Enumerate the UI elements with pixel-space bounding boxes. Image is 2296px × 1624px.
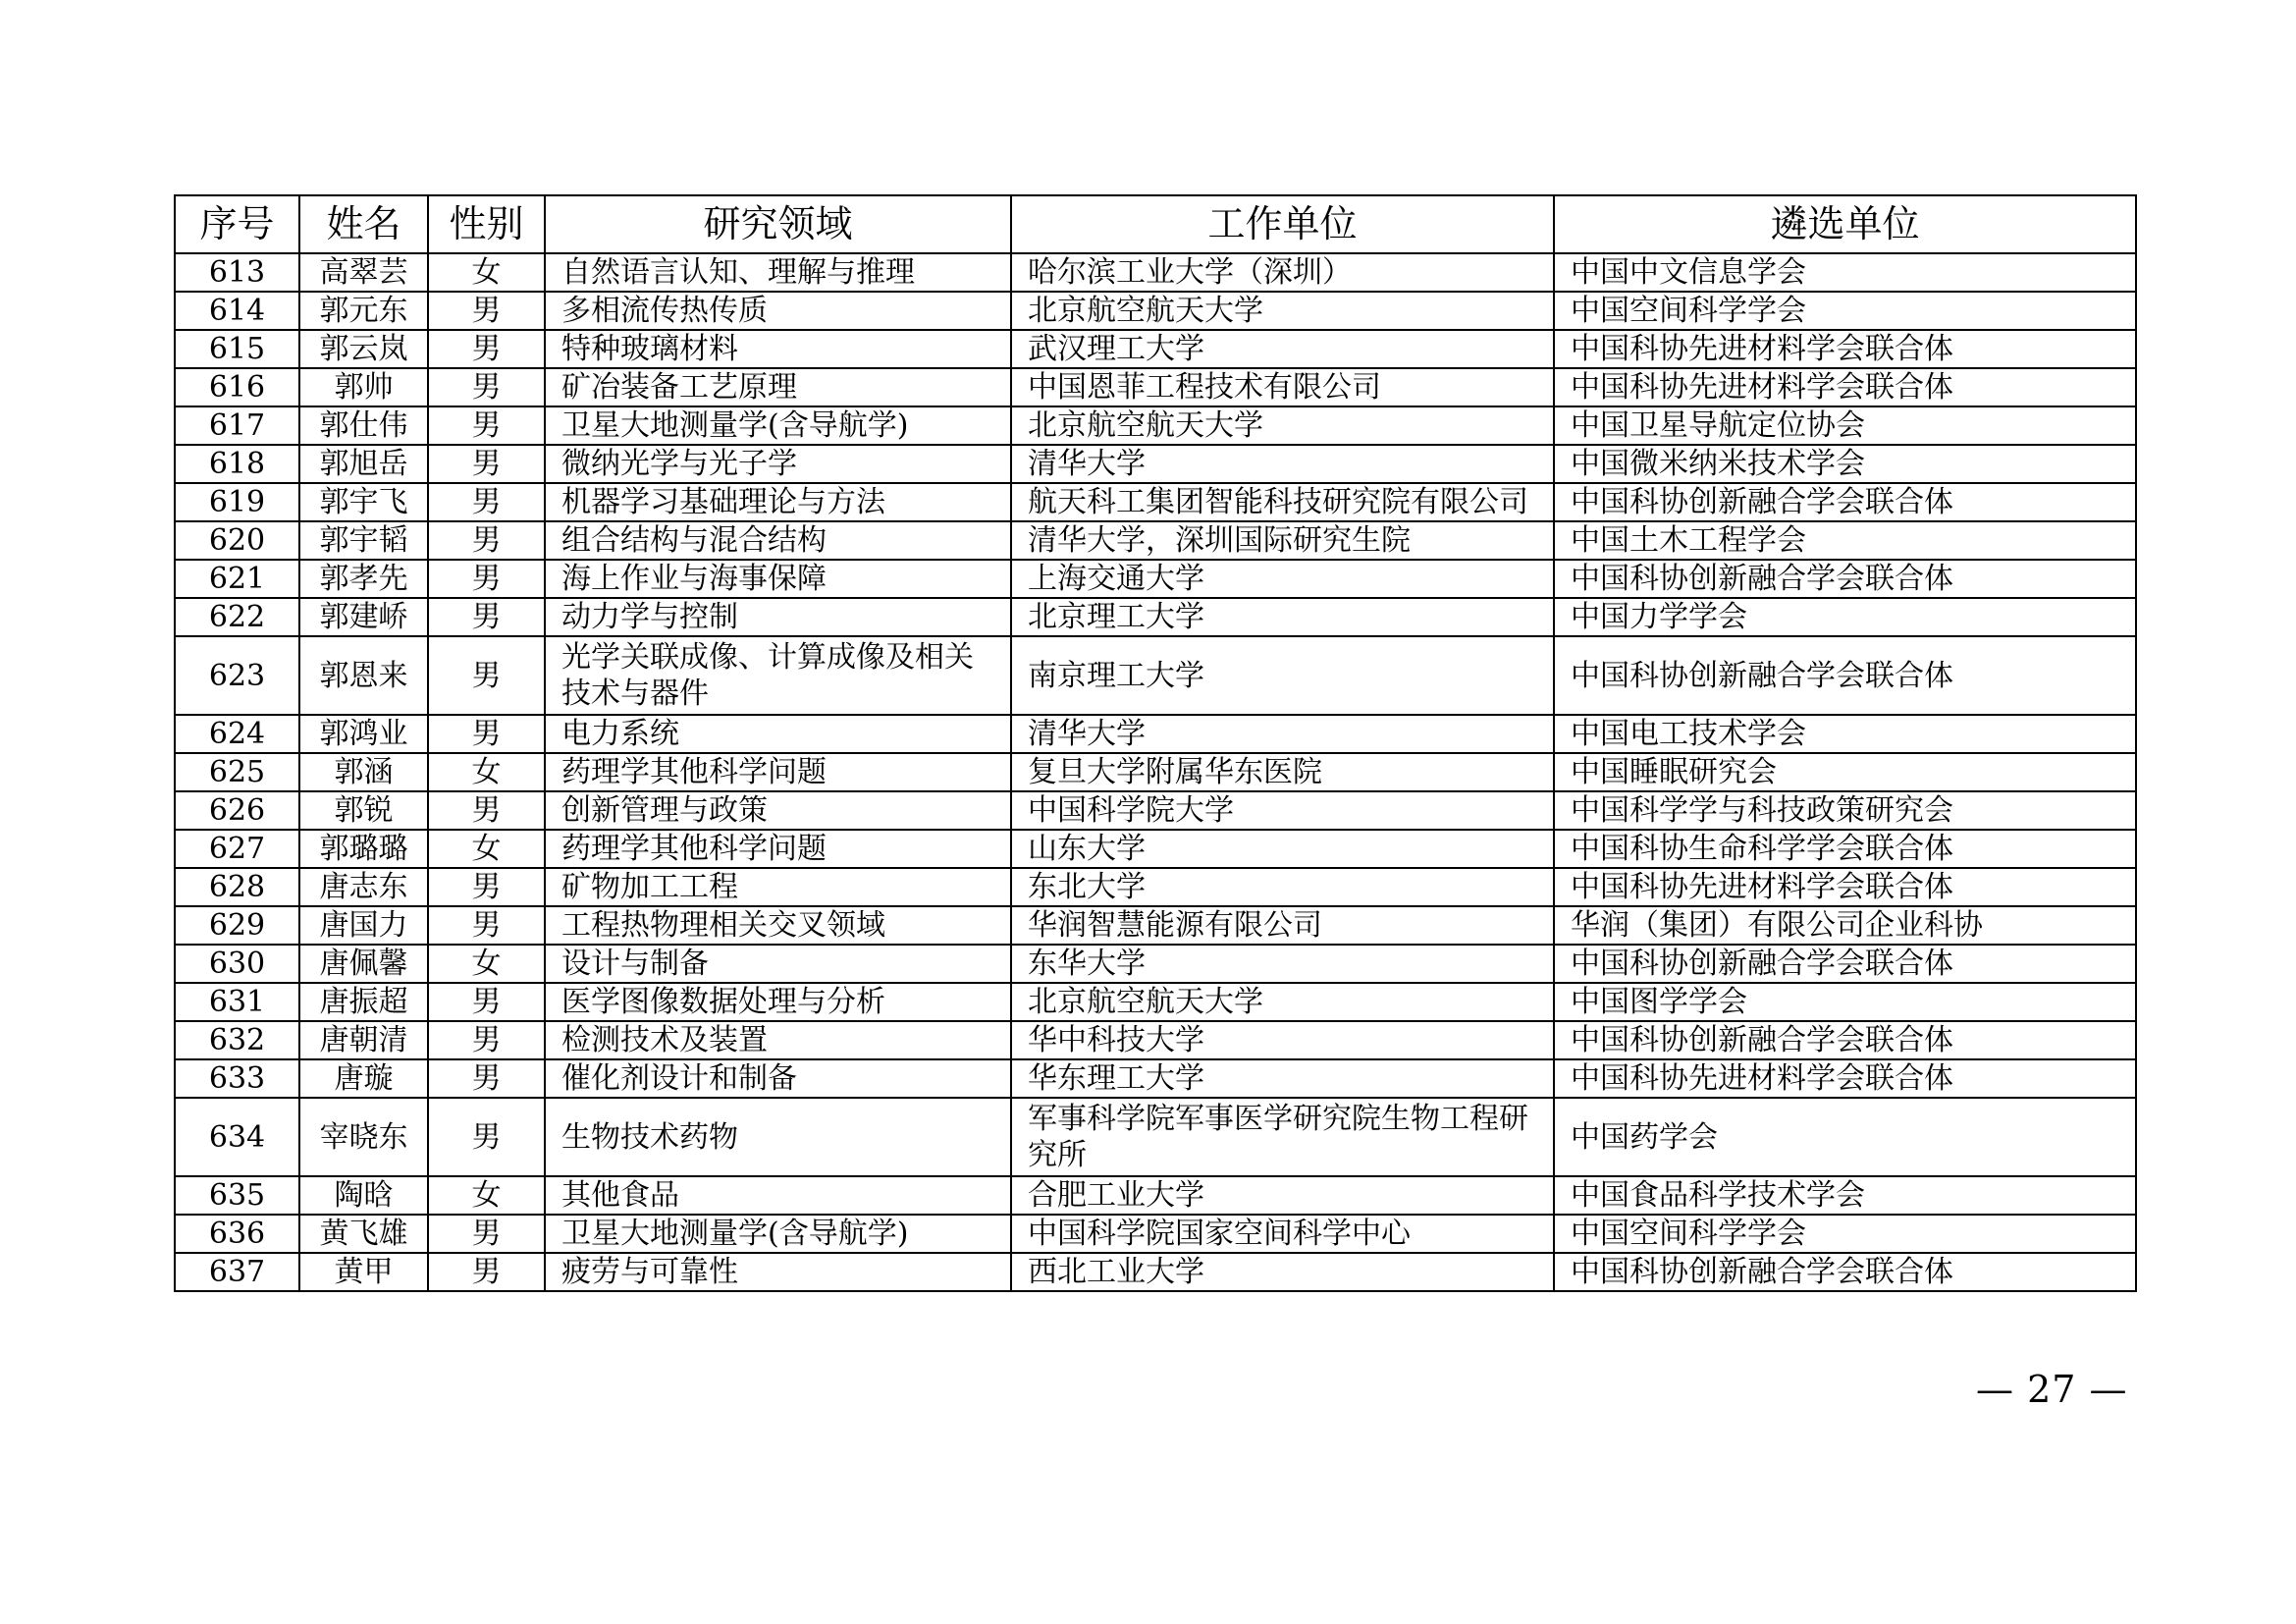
cell-selecting-unit: 中国科协创新融合学会联合体 xyxy=(1554,560,2136,598)
cell-work-unit: 武汉理工大学 xyxy=(1011,330,1554,368)
cell-index: 613 xyxy=(175,253,299,292)
cell-selecting-unit: 中国空间科学学会 xyxy=(1554,292,2136,330)
cell-selecting-unit: 中国土木工程学会 xyxy=(1554,521,2136,560)
cell-work-unit: 中国科学院国家空间科学中心 xyxy=(1011,1215,1554,1253)
cell-gender: 男 xyxy=(428,791,545,830)
table-row xyxy=(175,368,2136,406)
table-row xyxy=(175,292,2136,330)
header-selecting-unit: 遴选单位 xyxy=(1554,195,2136,253)
cell-research-field: 检测技术及装置 xyxy=(545,1021,1011,1059)
cell-research-field: 机器学习基础理论与方法 xyxy=(545,483,1011,521)
cell-work-unit: 华中科技大学 xyxy=(1011,1021,1554,1059)
cell-work-unit: 北京航空航天大学 xyxy=(1011,983,1554,1021)
cell-research-field: 矿冶装备工艺原理 xyxy=(545,368,1011,406)
cell-research-field: 光学关联成像、计算成像及相关技术与器件 xyxy=(545,636,1011,715)
cell-index: 621 xyxy=(175,560,299,598)
cell-index: 623 xyxy=(175,636,299,715)
cell-research-field: 电力系统 xyxy=(545,715,1011,753)
cell-gender: 男 xyxy=(428,445,545,483)
table-row xyxy=(175,483,2136,521)
cell-research-field: 组合结构与混合结构 xyxy=(545,521,1011,560)
cell-name: 唐振超 xyxy=(299,983,428,1021)
cell-gender: 男 xyxy=(428,368,545,406)
header-gender: 性别 xyxy=(428,195,545,253)
cell-selecting-unit: 中国图学学会 xyxy=(1554,983,2136,1021)
cell-index: 620 xyxy=(175,521,299,560)
cell-gender: 男 xyxy=(428,1098,545,1176)
table-row xyxy=(175,636,2136,715)
table-row xyxy=(175,1253,2136,1291)
cell-selecting-unit: 中国卫星导航定位协会 xyxy=(1554,406,2136,445)
cell-gender: 男 xyxy=(428,983,545,1021)
cell-name: 唐璇 xyxy=(299,1059,428,1098)
cell-gender: 男 xyxy=(428,1059,545,1098)
cell-selecting-unit: 中国药学会 xyxy=(1554,1098,2136,1176)
cell-index: 622 xyxy=(175,598,299,636)
cell-research-field: 微纳光学与光子学 xyxy=(545,445,1011,483)
table-row xyxy=(175,598,2136,636)
cell-research-field: 矿物加工工程 xyxy=(545,868,1011,906)
cell-selecting-unit: 中国睡眠研究会 xyxy=(1554,753,2136,791)
table-row xyxy=(175,406,2136,445)
cell-gender: 男 xyxy=(428,1021,545,1059)
cell-selecting-unit: 中国科协先进材料学会联合体 xyxy=(1554,868,2136,906)
cell-index: 624 xyxy=(175,715,299,753)
cell-selecting-unit: 华润（集团）有限公司企业科协 xyxy=(1554,906,2136,945)
cell-work-unit: 清华大学，深圳国际研究生院 xyxy=(1011,521,1554,560)
cell-selecting-unit: 中国食品科学技术学会 xyxy=(1554,1176,2136,1215)
cell-gender: 女 xyxy=(428,253,545,292)
cell-research-field: 特种玻璃材料 xyxy=(545,330,1011,368)
cell-research-field: 创新管理与政策 xyxy=(545,791,1011,830)
cell-work-unit: 中国恩菲工程技术有限公司 xyxy=(1011,368,1554,406)
table-row xyxy=(175,983,2136,1021)
cell-index: 628 xyxy=(175,868,299,906)
cell-work-unit: 中国科学院大学 xyxy=(1011,791,1554,830)
cell-name: 郭恩来 xyxy=(299,636,428,715)
table-header-row xyxy=(175,195,2136,253)
table-row xyxy=(175,906,2136,945)
cell-research-field: 药理学其他科学问题 xyxy=(545,830,1011,868)
cell-index: 618 xyxy=(175,445,299,483)
cell-selecting-unit: 中国科协创新融合学会联合体 xyxy=(1554,483,2136,521)
cell-gender: 女 xyxy=(428,945,545,983)
cell-name: 郭云岚 xyxy=(299,330,428,368)
cell-index: 619 xyxy=(175,483,299,521)
cell-research-field: 工程热物理相关交叉领域 xyxy=(545,906,1011,945)
cell-index: 634 xyxy=(175,1098,299,1176)
table-row xyxy=(175,1098,2136,1176)
table-row xyxy=(175,560,2136,598)
cell-research-field: 设计与制备 xyxy=(545,945,1011,983)
cell-work-unit: 北京理工大学 xyxy=(1011,598,1554,636)
cell-research-field: 药理学其他科学问题 xyxy=(545,753,1011,791)
cell-name: 郭鸿业 xyxy=(299,715,428,753)
cell-work-unit: 华润智慧能源有限公司 xyxy=(1011,906,1554,945)
cell-work-unit: 西北工业大学 xyxy=(1011,1253,1554,1291)
cell-index: 629 xyxy=(175,906,299,945)
cell-gender: 女 xyxy=(428,753,545,791)
cell-research-field: 海上作业与海事保障 xyxy=(545,560,1011,598)
cell-gender: 男 xyxy=(428,636,545,715)
cell-selecting-unit: 中国科学学与科技政策研究会 xyxy=(1554,791,2136,830)
cell-index: 630 xyxy=(175,945,299,983)
table-body xyxy=(175,253,2136,1291)
cell-work-unit: 上海交通大学 xyxy=(1011,560,1554,598)
cell-research-field: 催化剂设计和制备 xyxy=(545,1059,1011,1098)
table-row xyxy=(175,1176,2136,1215)
cell-work-unit: 清华大学 xyxy=(1011,715,1554,753)
cell-index: 635 xyxy=(175,1176,299,1215)
cell-name: 郭元东 xyxy=(299,292,428,330)
cell-selecting-unit: 中国科协先进材料学会联合体 xyxy=(1554,368,2136,406)
cell-research-field: 自然语言认知、理解与推理 xyxy=(545,253,1011,292)
cell-work-unit: 清华大学 xyxy=(1011,445,1554,483)
cell-selecting-unit: 中国科协先进材料学会联合体 xyxy=(1554,1059,2136,1098)
table-row xyxy=(175,715,2136,753)
cell-gender: 男 xyxy=(428,521,545,560)
cell-research-field: 其他食品 xyxy=(545,1176,1011,1215)
table-row xyxy=(175,945,2136,983)
cell-gender: 男 xyxy=(428,330,545,368)
cell-work-unit: 合肥工业大学 xyxy=(1011,1176,1554,1215)
header-work-unit: 工作单位 xyxy=(1011,195,1554,253)
table-row xyxy=(175,830,2136,868)
cell-index: 614 xyxy=(175,292,299,330)
table-row xyxy=(175,1059,2136,1098)
cell-index: 632 xyxy=(175,1021,299,1059)
cell-selecting-unit: 中国电工技术学会 xyxy=(1554,715,2136,753)
cell-research-field: 疲劳与可靠性 xyxy=(545,1253,1011,1291)
cell-name: 陶晗 xyxy=(299,1176,428,1215)
cell-index: 637 xyxy=(175,1253,299,1291)
cell-name: 唐国力 xyxy=(299,906,428,945)
cell-work-unit: 哈尔滨工业大学（深圳） xyxy=(1011,253,1554,292)
cell-selecting-unit: 中国科协创新融合学会联合体 xyxy=(1554,1253,2136,1291)
nominee-table xyxy=(174,194,2137,1292)
cell-research-field: 动力学与控制 xyxy=(545,598,1011,636)
cell-index: 615 xyxy=(175,330,299,368)
cell-work-unit: 东华大学 xyxy=(1011,945,1554,983)
cell-gender: 男 xyxy=(428,868,545,906)
cell-name: 郭璐璐 xyxy=(299,830,428,868)
page-number: — 27 — xyxy=(1976,1368,2128,1411)
cell-name: 唐朝清 xyxy=(299,1021,428,1059)
cell-index: 631 xyxy=(175,983,299,1021)
cell-gender: 男 xyxy=(428,715,545,753)
cell-gender: 男 xyxy=(428,598,545,636)
table-row xyxy=(175,1021,2136,1059)
cell-gender: 女 xyxy=(428,830,545,868)
cell-index: 633 xyxy=(175,1059,299,1098)
cell-work-unit: 东北大学 xyxy=(1011,868,1554,906)
cell-selecting-unit: 中国中文信息学会 xyxy=(1554,253,2136,292)
cell-gender: 男 xyxy=(428,292,545,330)
cell-research-field: 生物技术药物 xyxy=(545,1098,1011,1176)
cell-name: 黄甲 xyxy=(299,1253,428,1291)
header-research-field: 研究领域 xyxy=(545,195,1011,253)
cell-work-unit: 复旦大学附属华东医院 xyxy=(1011,753,1554,791)
cell-index: 627 xyxy=(175,830,299,868)
cell-name: 郭旭岳 xyxy=(299,445,428,483)
cell-gender: 男 xyxy=(428,906,545,945)
table-row xyxy=(175,330,2136,368)
cell-gender: 男 xyxy=(428,406,545,445)
cell-selecting-unit: 中国科协创新融合学会联合体 xyxy=(1554,945,2136,983)
table-row xyxy=(175,253,2136,292)
cell-index: 626 xyxy=(175,791,299,830)
cell-name: 黄飞雄 xyxy=(299,1215,428,1253)
cell-name: 宰晓东 xyxy=(299,1098,428,1176)
cell-name: 郭宇飞 xyxy=(299,483,428,521)
cell-index: 636 xyxy=(175,1215,299,1253)
cell-index: 616 xyxy=(175,368,299,406)
cell-name: 唐佩馨 xyxy=(299,945,428,983)
cell-name: 郭建峤 xyxy=(299,598,428,636)
table-row xyxy=(175,868,2136,906)
cell-name: 郭仕伟 xyxy=(299,406,428,445)
cell-work-unit: 北京航空航天大学 xyxy=(1011,406,1554,445)
cell-selecting-unit: 中国力学学会 xyxy=(1554,598,2136,636)
table-row xyxy=(175,791,2136,830)
cell-gender: 男 xyxy=(428,1253,545,1291)
cell-selecting-unit: 中国科协生命科学学会联合体 xyxy=(1554,830,2136,868)
cell-name: 郭锐 xyxy=(299,791,428,830)
cell-work-unit: 军事科学院军事医学研究院生物工程研究所 xyxy=(1011,1098,1554,1176)
cell-name: 郭孝先 xyxy=(299,560,428,598)
cell-research-field: 多相流传热传质 xyxy=(545,292,1011,330)
cell-selecting-unit: 中国科协先进材料学会联合体 xyxy=(1554,330,2136,368)
cell-selecting-unit: 中国微米纳米技术学会 xyxy=(1554,445,2136,483)
cell-index: 617 xyxy=(175,406,299,445)
cell-name: 高翠芸 xyxy=(299,253,428,292)
table-row xyxy=(175,521,2136,560)
cell-gender: 男 xyxy=(428,483,545,521)
table-row xyxy=(175,1215,2136,1253)
cell-work-unit: 航天科工集团智能科技研究院有限公司 xyxy=(1011,483,1554,521)
nominee-table-container xyxy=(174,194,2135,1292)
cell-name: 郭帅 xyxy=(299,368,428,406)
cell-work-unit: 南京理工大学 xyxy=(1011,636,1554,715)
table-row xyxy=(175,753,2136,791)
cell-name: 唐志东 xyxy=(299,868,428,906)
cell-index: 625 xyxy=(175,753,299,791)
cell-research-field: 卫星大地测量学(含导航学) xyxy=(545,1215,1011,1253)
cell-work-unit: 华东理工大学 xyxy=(1011,1059,1554,1098)
cell-research-field: 卫星大地测量学(含导航学) xyxy=(545,406,1011,445)
cell-selecting-unit: 中国空间科学学会 xyxy=(1554,1215,2136,1253)
cell-gender: 女 xyxy=(428,1176,545,1215)
table-row xyxy=(175,445,2136,483)
cell-work-unit: 山东大学 xyxy=(1011,830,1554,868)
cell-work-unit: 北京航空航天大学 xyxy=(1011,292,1554,330)
cell-selecting-unit: 中国科协创新融合学会联合体 xyxy=(1554,636,2136,715)
cell-name: 郭宇韬 xyxy=(299,521,428,560)
header-name: 姓名 xyxy=(299,195,428,253)
cell-gender: 男 xyxy=(428,1215,545,1253)
cell-name: 郭涵 xyxy=(299,753,428,791)
cell-research-field: 医学图像数据处理与分析 xyxy=(545,983,1011,1021)
cell-gender: 男 xyxy=(428,560,545,598)
cell-selecting-unit: 中国科协创新融合学会联合体 xyxy=(1554,1021,2136,1059)
header-index: 序号 xyxy=(175,195,299,253)
